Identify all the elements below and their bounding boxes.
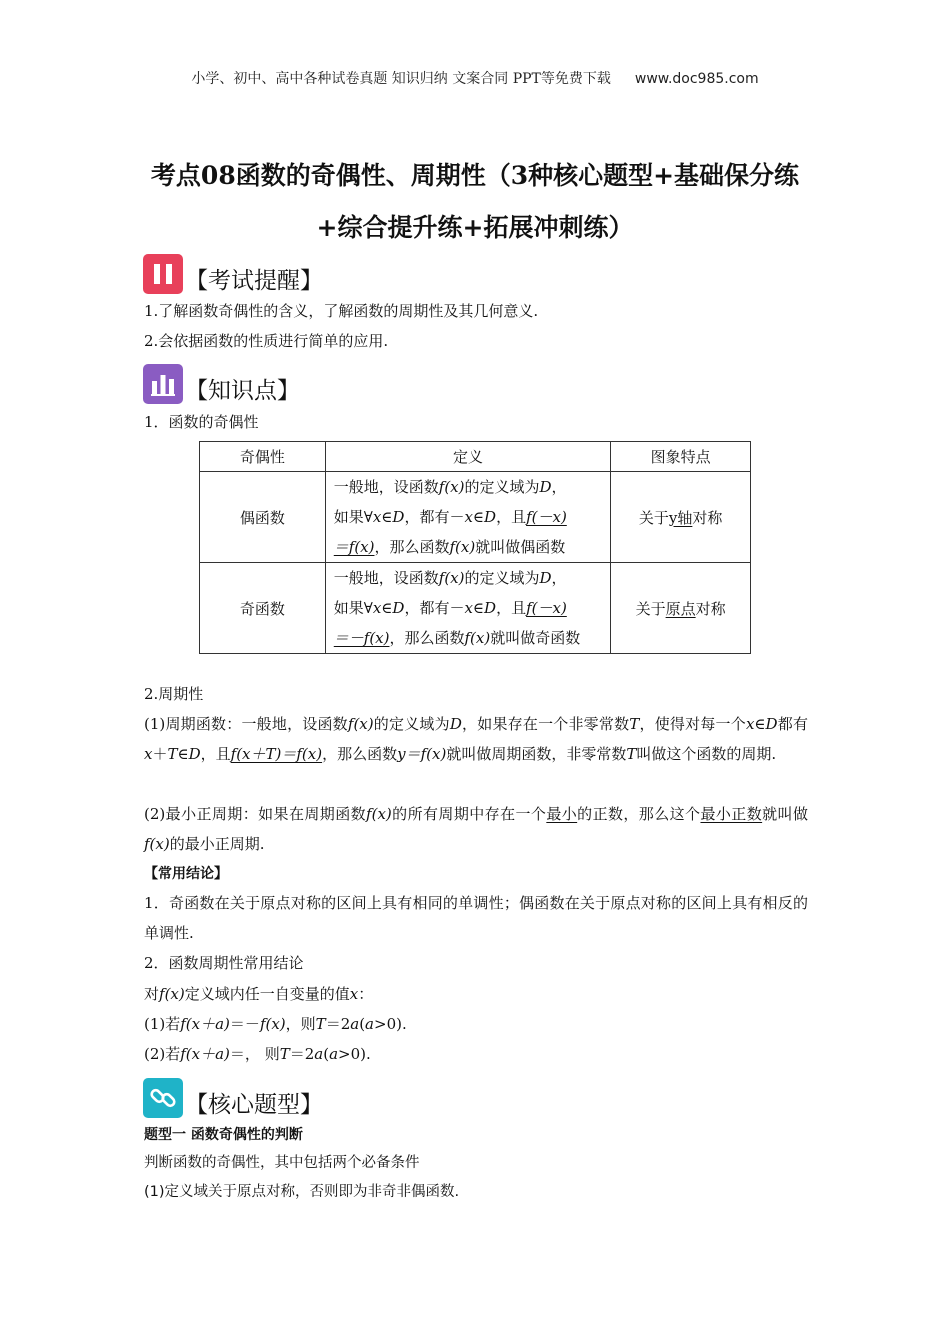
type1-line-1: 判断函数的奇偶性，其中包括两个必备条件 — [144, 1155, 420, 1171]
conclusion-2: 2．函数周期性常用结论 — [144, 954, 304, 972]
header-text: 小学、初中、高中各种试卷真题 知识归纳 文案合同 PPT等免费下载 — [191, 71, 611, 87]
table-row — [200, 563, 751, 654]
section-label: 【考试提醒】 — [185, 268, 323, 294]
table-header-cell: 奇偶性 — [200, 442, 326, 472]
conclusion-5: (2)若f(x＋a)＝， 则T＝2a(a>0). — [144, 1045, 371, 1063]
conclusion-4: (1)若f(x＋a)＝－f(x)，则T＝2a(a>0). — [144, 1015, 407, 1033]
section-knowledge — [143, 364, 300, 404]
table-header-cell: 定义 — [325, 442, 610, 472]
link-icon — [143, 1078, 183, 1118]
table-row — [200, 472, 751, 563]
section-label: 【核心题型】 — [185, 1092, 323, 1118]
page-header — [0, 68, 950, 88]
document-title-line1: 考点08函数的奇偶性、周期性（3种核心题型+基础保分练 — [150, 161, 800, 190]
reminder-item-1: 1.了解函数奇偶性的含义，了解函数的周期性及其几何意义. — [144, 302, 539, 320]
conclusion-1: 1．奇函数在关于原点对称的区间上具有相同的单调性；偶函数在关于原点对称的区间上具有相反的单调性. — [144, 894, 808, 942]
table-cell-feature: 关于原点对称 — [611, 563, 751, 654]
bar-chart-icon — [143, 364, 183, 404]
table-cell-feature: 关于y轴对称 — [611, 472, 751, 563]
section-label: 【知识点】 — [185, 378, 300, 404]
conclusion-3: 对f(x)定义域内任一自变量的值x： — [144, 985, 374, 1003]
table-cell-definition: 一般地，设函数f(x)的定义域为D， 如果∀x∈D，都有－x∈D，且f(－x) ＝f(x)，那么函数f(x)就叫做偶函数 — [325, 472, 610, 563]
parity-table — [199, 441, 751, 654]
table-cell-definition: 一般地，设函数f(x)的定义域为D， 如果∀x∈D，都有－x∈D，且f(－x) ＝－f(x)，那么函数f(x)就叫做奇函数 — [325, 563, 610, 654]
section-exam-reminder — [143, 254, 323, 294]
document-title-line2: +综合提升练+拓展冲刺练） — [316, 213, 634, 242]
type1-title: 题型一 函数奇偶性的判断 — [144, 1127, 303, 1143]
table-header-cell: 图象特点 — [611, 442, 751, 472]
type1-line-2: (1)定义域关于原点对称，否则即为非奇非偶函数. — [144, 1184, 460, 1200]
pause-icon — [143, 254, 183, 294]
table-header-row — [200, 442, 751, 472]
reminder-item-2: 2.会依据函数的性质进行简单的应用. — [144, 332, 389, 350]
conclusions-label: 【常用结论】 — [144, 866, 228, 882]
periodic-definition: (1)周期函数：一般地，设函数f(x)的定义域为D，如果存在一个非零常数T，使得对每一个x∈D都有x＋T∈D，且f(x＋T)＝f(x)，那么函数y＝f(x)就叫做周期函数，非零常数T叫做这个函数的周期. — [144, 715, 808, 763]
table-cell-name: 奇函数 — [200, 563, 326, 654]
header-site[interactable]: www.doc985.com — [634, 71, 759, 87]
min-period-definition: (2)最小正周期：如果在周期函数f(x)的所有周期中存在一个最小的正数，那么这个最小正数就叫做f(x)的最小正周期. — [144, 805, 808, 853]
section-core — [143, 1078, 323, 1118]
knowledge-heading-periodic: 2.周期性 — [144, 685, 204, 703]
knowledge-heading-parity: 1．函数的奇偶性 — [144, 413, 259, 431]
table-cell-name: 偶函数 — [200, 472, 326, 563]
